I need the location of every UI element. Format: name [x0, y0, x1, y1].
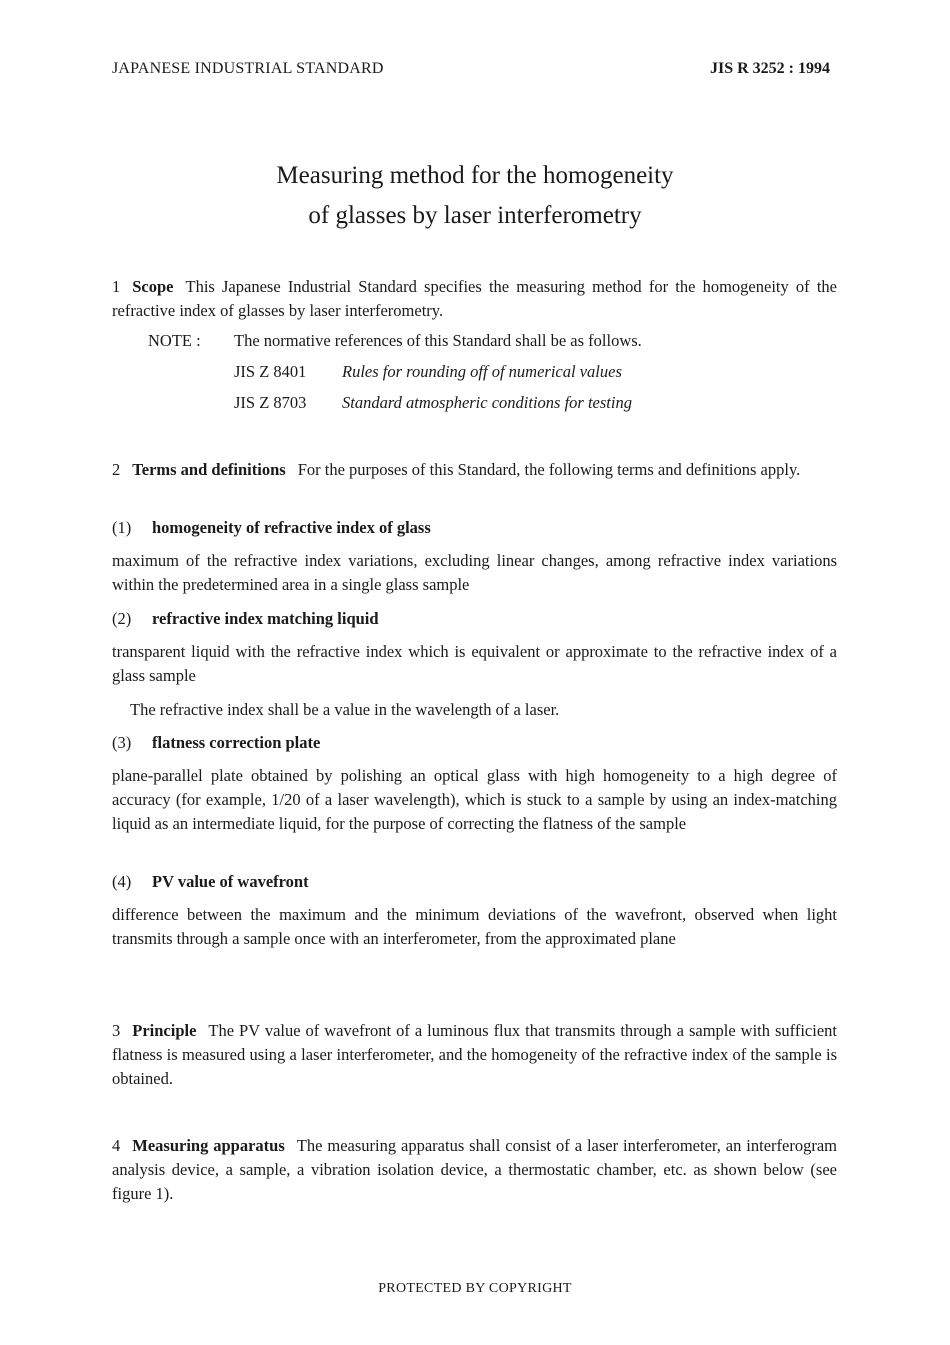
- note-label: NOTE :: [148, 331, 201, 350]
- reference-title: Rules for rounding off of numerical values: [342, 362, 622, 381]
- section-heading: Measuring apparatus: [132, 1136, 285, 1155]
- section-text: The PV value of wavefront of a luminous flux that transmits through a sample with sufficient flatness is measured using a laser interferometer, and the homogeneity of the refractive index of the sample is obtained.: [112, 1021, 837, 1088]
- term-name: flatness correction plate: [152, 733, 321, 752]
- header-standard-name: JAPANESE INDUSTRIAL STANDARD: [112, 60, 384, 77]
- section-heading: Scope: [132, 277, 174, 296]
- section-text: For the purposes of this Standard, the following terms and definitions apply.: [297, 460, 801, 479]
- term-heading: [112, 870, 309, 894]
- section-number: 1: [112, 277, 121, 296]
- title-line-2: of glasses by laser interferometry: [308, 202, 642, 229]
- term-name: homogeneity of refractive index of glass: [152, 518, 431, 537]
- document-title: [0, 156, 950, 236]
- section-text: The measuring apparatus shall consist of a laser interferometer, an interferogram analysis device, a sample, a vibration isolation device, a thermostatic chamber, etc. as shown below (see figure 1).: [112, 1136, 837, 1203]
- section-number: 4: [112, 1136, 121, 1155]
- reference-code: JIS Z 8703: [234, 393, 307, 412]
- term-number: (2): [112, 609, 132, 628]
- copyright-footer: PROTECTED BY COPYRIGHT: [378, 1281, 572, 1296]
- term-name: PV value of wavefront: [152, 872, 309, 891]
- term-definition: difference between the maximum and the minimum deviations of the wavefront, observed when light transmits through a sample once with an interferometer, from the approximated plane: [112, 905, 837, 948]
- section-scope: [112, 275, 837, 323]
- note-text: The normative references of this Standard shall be as follows.: [234, 331, 642, 350]
- normative-reference: [234, 360, 622, 384]
- section-text: This Japanese Industrial Standard specifies the measuring method for the homogeneity of the refractive index of glasses by laser interferometry.: [112, 277, 837, 320]
- header-standard-number: JIS R 3252 : 1994: [709, 60, 830, 77]
- section-number: 3: [112, 1021, 121, 1040]
- normative-reference: [234, 391, 632, 415]
- reference-title: Standard atmospheric conditions for testing: [342, 393, 632, 412]
- term-definition: plane-parallel plate obtained by polishing an optical glass with high homogeneity to a high degree of accuracy (for example, 1/20 of a laser wavelength), which is stuck to a sample by using an index-matching liquid as an intermediate liquid, for the purpose of correcting the flatness of the sample: [112, 766, 837, 833]
- term-note: The refractive index shall be a value in the wavelength of a laser.: [130, 700, 560, 719]
- term-heading: [112, 731, 320, 755]
- term-heading: [112, 516, 431, 540]
- term-definition: maximum of the refractive index variations, excluding linear changes, among refractive index variations within the predetermined area in a single glass sample: [112, 551, 837, 594]
- section-principle: [112, 1019, 837, 1091]
- section-heading: Terms and definitions: [132, 460, 286, 479]
- reference-code: JIS Z 8401: [234, 362, 307, 381]
- title-line-1: Measuring method for the homogeneity: [276, 162, 674, 189]
- term-number: (3): [112, 733, 132, 752]
- term-number: (1): [112, 518, 132, 537]
- term-heading: [112, 607, 379, 631]
- section-heading: Principle: [132, 1021, 197, 1040]
- section-apparatus: [112, 1134, 837, 1206]
- section-number: 2: [112, 460, 121, 479]
- term-definition: transparent liquid with the refractive index which is equivalent or approximate to the refractive index of a glass sample: [112, 642, 837, 685]
- section-terms: [112, 458, 837, 482]
- term-name: refractive index matching liquid: [152, 609, 379, 628]
- term-number: (4): [112, 872, 132, 891]
